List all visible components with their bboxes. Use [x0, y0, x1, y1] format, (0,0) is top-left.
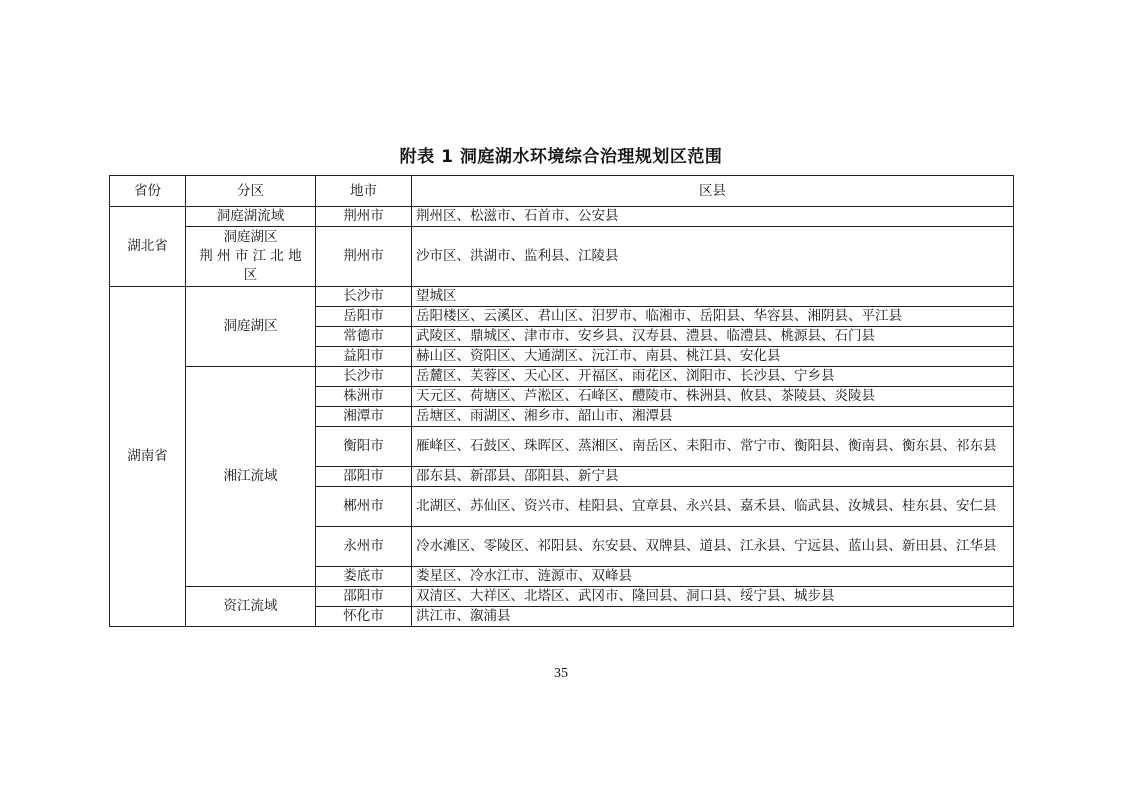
page-number: 35	[554, 666, 568, 681]
header-county: 区县	[412, 176, 1014, 207]
zone-cell: 湘江流域	[186, 367, 316, 587]
city-cell: 常德市	[316, 327, 412, 347]
province-cell: 湖南省	[110, 287, 186, 627]
zone-cell: 洞庭湖区 荆 州 市 江 北 地 区	[186, 227, 316, 287]
city-cell: 永州市	[316, 527, 412, 567]
city-cell: 荆州市	[316, 227, 412, 287]
city-cell: 荆州市	[316, 207, 412, 227]
city-cell: 怀化市	[316, 607, 412, 627]
header-city: 地市	[316, 176, 412, 207]
county-cell: 娄星区、冷水江市、涟源市、双峰县	[412, 567, 1014, 587]
city-cell: 益阳市	[316, 347, 412, 367]
county-cell: 望城区	[412, 287, 1014, 307]
county-cell: 双清区、大祥区、北塔区、武冈市、隆回县、洞口县、绥宁县、城步县	[412, 587, 1014, 607]
county-cell: 岳阳楼区、云溪区、君山区、汨罗市、临湘市、岳阳县、华容县、湘阴县、平江县	[412, 307, 1014, 327]
county-cell: 赫山区、资阳区、大通湖区、沅江市、南县、桃江县、安化县	[412, 347, 1014, 367]
city-cell: 岳阳市	[316, 307, 412, 327]
county-cell: 北湖区、苏仙区、资兴市、桂阳县、宜章县、永兴县、嘉禾县、临武县、汝城县、桂东县、安仁县	[412, 487, 1014, 527]
city-cell: 邵阳市	[316, 467, 412, 487]
header-province: 省份	[110, 176, 186, 207]
county-cell: 岳塘区、雨湖区、湘乡市、韶山市、湘潭县	[412, 407, 1014, 427]
county-cell: 邵东县、新邵县、邵阳县、新宁县	[412, 467, 1014, 487]
county-cell: 洪江市、溆浦县	[412, 607, 1014, 627]
table-row	[110, 287, 1014, 307]
county-cell: 岳麓区、芙蓉区、天心区、开福区、雨花区、浏阳市、长沙县、宁乡县	[412, 367, 1014, 387]
province-cell: 湖北省	[110, 207, 186, 287]
city-cell: 长沙市	[316, 287, 412, 307]
city-cell: 邵阳市	[316, 587, 412, 607]
planning-scope-table	[109, 175, 1014, 627]
county-cell: 沙市区、洪湖市、监利县、江陵县	[412, 227, 1014, 287]
city-cell: 长沙市	[316, 367, 412, 387]
city-cell: 株洲市	[316, 387, 412, 407]
table-row	[110, 227, 1014, 287]
table-row	[110, 207, 1014, 227]
page-title: 附表 1 洞庭湖水环境综合治理规划区范围	[399, 147, 723, 167]
county-cell: 武陵区、鼎城区、津市市、安乡县、汉寿县、澧县、临澧县、桃源县、石门县	[412, 327, 1014, 347]
table-row	[110, 367, 1014, 387]
city-cell: 湘潭市	[316, 407, 412, 427]
county-cell: 荆州区、松滋市、石首市、公安县	[412, 207, 1014, 227]
table-header-row	[110, 176, 1014, 207]
zone-cell: 洞庭湖区	[186, 287, 316, 367]
header-zone: 分区	[186, 176, 316, 207]
city-cell: 衡阳市	[316, 427, 412, 467]
zone-cell: 资江流域	[186, 587, 316, 627]
zone-cell: 洞庭湖流域	[186, 207, 316, 227]
city-cell: 娄底市	[316, 567, 412, 587]
county-cell: 雁峰区、石鼓区、珠晖区、蒸湘区、南岳区、耒阳市、常宁市、衡阳县、衡南县、衡东县、祁东县	[412, 427, 1014, 467]
county-cell: 天元区、荷塘区、芦淞区、石峰区、醴陵市、株洲县、攸县、茶陵县、炎陵县	[412, 387, 1014, 407]
county-cell: 冷水滩区、零陵区、祁阳县、东安县、双牌县、道县、江永县、宁远县、蓝山县、新田县、江华县	[412, 527, 1014, 567]
city-cell: 郴州市	[316, 487, 412, 527]
table-row	[110, 587, 1014, 607]
